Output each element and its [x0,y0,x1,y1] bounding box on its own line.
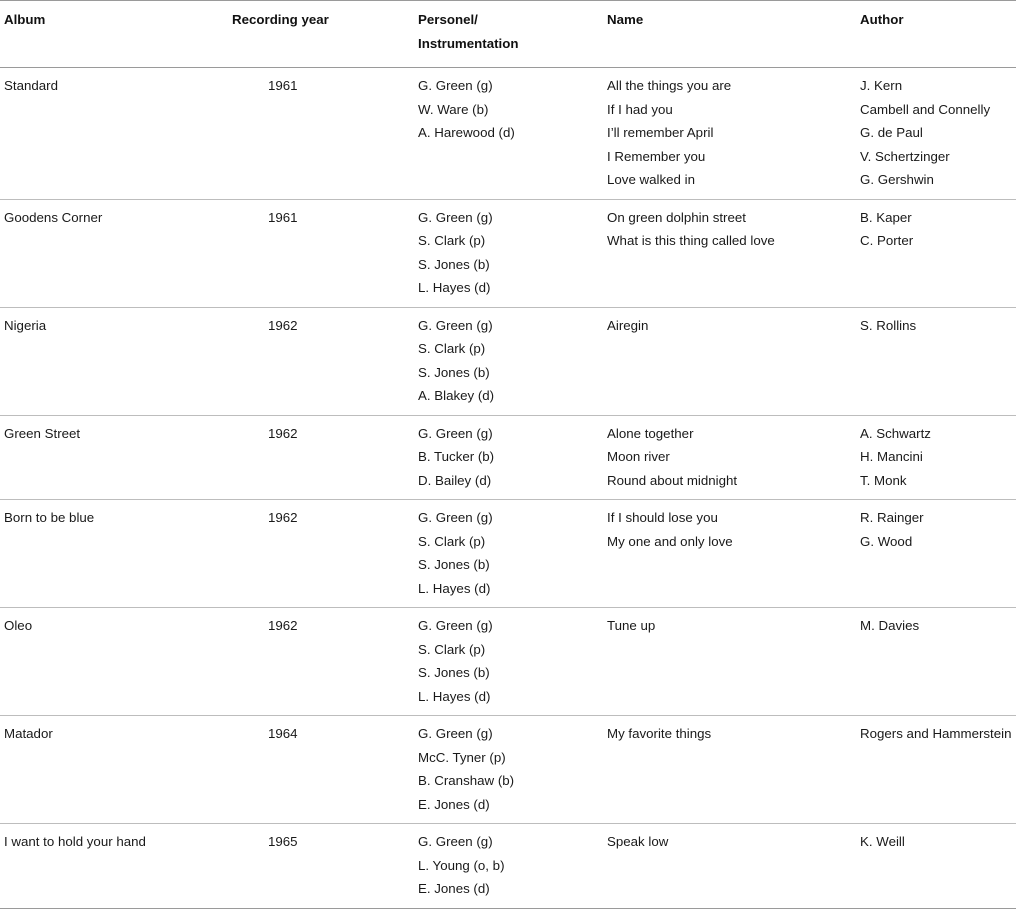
personnel-cell-line: A. Harewood (d) [418,125,515,140]
recording-year-cell: 1961 [268,209,298,225]
author-cell-line: C. Porter [860,233,914,248]
author-cell-line: M. Davies [860,618,920,633]
name-cell [607,500,860,608]
author-cell-line: J. Kern [860,78,903,93]
name-cell-line: On green dolphin street [607,209,746,225]
personnel-cell-line: L. Hayes (d) [418,580,491,596]
personnel-cell-line: S. Clark (p) [418,533,486,549]
album-cell: I want to hold your hand [4,834,146,849]
author-cell-line: G. de Paul [860,125,923,140]
album-cell: Matador [4,726,53,741]
name-cell-line: What is this thing called love [607,233,775,248]
author-cell [860,68,1016,200]
name-cell-line: Round about midnight [607,472,738,488]
author-cell [860,199,1016,307]
name-cell-line: Moon river [607,449,670,464]
personnel-cell-line: S. Jones (b) [418,665,490,680]
name-cell-line: I Remember you [607,148,706,164]
author-cell-line: T. Monk [860,472,907,488]
album-cell: Green Street [4,425,81,441]
personnel-cell [418,199,607,307]
personnel-cell [418,68,607,200]
personnel-cell [418,608,607,716]
author-cell [860,716,1016,824]
personnel-cell-line: B. Tucker (b) [418,449,495,464]
name-cell-line: If I had you [607,101,673,117]
table-header [0,1,1016,68]
author-cell [860,500,1016,608]
personnel-cell-line: L. Hayes (d) [418,280,491,295]
personnel-cell-line: McC. Tyner (p) [418,749,506,765]
name-cell-line: If I should lose you [607,510,718,525]
personnel-cell [418,716,607,824]
table-row [0,307,1016,415]
personnel-cell-line: S. Clark (p) [418,233,486,248]
author-cell [860,608,1016,716]
name-cell-line: My favorite things [607,726,712,741]
album-cell: Oleo [4,618,33,633]
personnel-cell-line: L. Young (o, b) [418,857,505,873]
album-cell: Born to be blue [4,510,95,525]
personnel-cell-line: G. Green (g) [418,317,493,333]
author-cell-line: Rogers and Hammerstein [860,726,1012,741]
header-recording-year: Recording year [232,12,329,27]
name-cell [607,307,860,415]
personnel-cell-line: L. Hayes (d) [418,688,491,704]
personnel-cell-line: S. Jones (b) [418,364,490,380]
personnel-cell-line: D. Bailey (d) [418,472,492,488]
personnel-cell-line: G. Green (g) [418,425,493,441]
personnel-cell-line: S. Clark (p) [418,341,486,356]
table-row [0,415,1016,500]
name-cell [607,608,860,716]
personnel-cell-line: G. Green (g) [418,726,493,741]
table-row [0,500,1016,608]
author-cell-line: Cambell and Connelly [860,101,991,117]
album-cell: Nigeria [4,317,47,333]
personnel-cell [418,824,607,909]
personnel-cell-line: W. Ware (b) [418,101,489,117]
recording-year-cell: 1961 [268,78,298,93]
author-cell-line: B. Kaper [860,209,912,225]
name-cell-line: Speak low [607,834,669,849]
name-cell [607,824,860,909]
name-cell-line: Airegin [607,317,649,333]
table-row [0,608,1016,716]
recording-year-cell: 1964 [268,726,298,741]
personnel-cell-line: E. Jones (d) [418,796,490,812]
header-personnel-line2: Instrumentation [418,35,519,51]
personnel-cell-line: E. Jones (d) [418,881,490,896]
author-cell [860,307,1016,415]
name-cell-line: Love walked in [607,172,695,187]
table-row [0,824,1016,909]
personnel-cell [418,500,607,608]
name-cell [607,199,860,307]
header-album: Album [4,12,46,27]
name-cell-line: Alone together [607,425,694,441]
name-cell-line: Tune up [607,618,656,633]
album-cell: Standard [4,78,58,93]
recording-year-cell: 1962 [268,425,298,441]
personnel-cell [418,415,607,500]
personnel-cell-line: A. Blakey (d) [418,388,495,403]
personnel-cell-line: G. Green (g) [418,618,493,633]
header-personnel [418,1,607,68]
author-cell-line: G. Wood [860,533,913,549]
author-cell-line: V. Schertzinger [860,148,950,164]
personnel-cell-line: S. Jones (b) [418,557,490,572]
table-row [0,199,1016,307]
name-cell-line: All the things you are [607,78,732,93]
author-cell-line: K. Weill [860,834,905,849]
author-cell-line: S. Rollins [860,317,917,333]
name-cell [607,68,860,200]
personnel-cell-line: G. Green (g) [418,510,493,525]
header-author: Author [860,12,904,27]
author-cell-line: H. Mancini [860,449,923,464]
personnel-cell-line: G. Green (g) [418,78,493,93]
name-cell-line: My one and only love [607,533,733,549]
name-cell [607,415,860,500]
header-name: Name [607,12,644,27]
recording-year-cell: 1962 [268,510,298,525]
album-cell: Goodens Corner [4,209,103,225]
table-row [0,68,1016,200]
personnel-cell [418,307,607,415]
author-cell [860,824,1016,909]
header-row [0,1,1016,68]
recording-year-cell: 1962 [268,317,298,333]
author-cell-line: A. Schwartz [860,425,931,441]
personnel-cell-line: S. Jones (b) [418,256,490,272]
author-cell-line: R. Rainger [860,510,924,525]
author-cell [860,415,1016,500]
personnel-cell-line: G. Green (g) [418,209,493,225]
name-cell [607,716,860,824]
header-personnel-line1: Personel/ [418,12,478,27]
author-cell-line: G. Gershwin [860,172,934,187]
table-body [0,68,1016,909]
personnel-cell-line: G. Green (g) [418,834,493,849]
personnel-cell-line: B. Cranshaw (b) [418,773,515,788]
recording-year-cell: 1962 [268,618,298,633]
personnel-cell-line: S. Clark (p) [418,641,486,657]
table-row [0,716,1016,824]
recording-year-cell: 1965 [268,834,298,849]
name-cell-line: I’ll remember April [607,125,714,140]
